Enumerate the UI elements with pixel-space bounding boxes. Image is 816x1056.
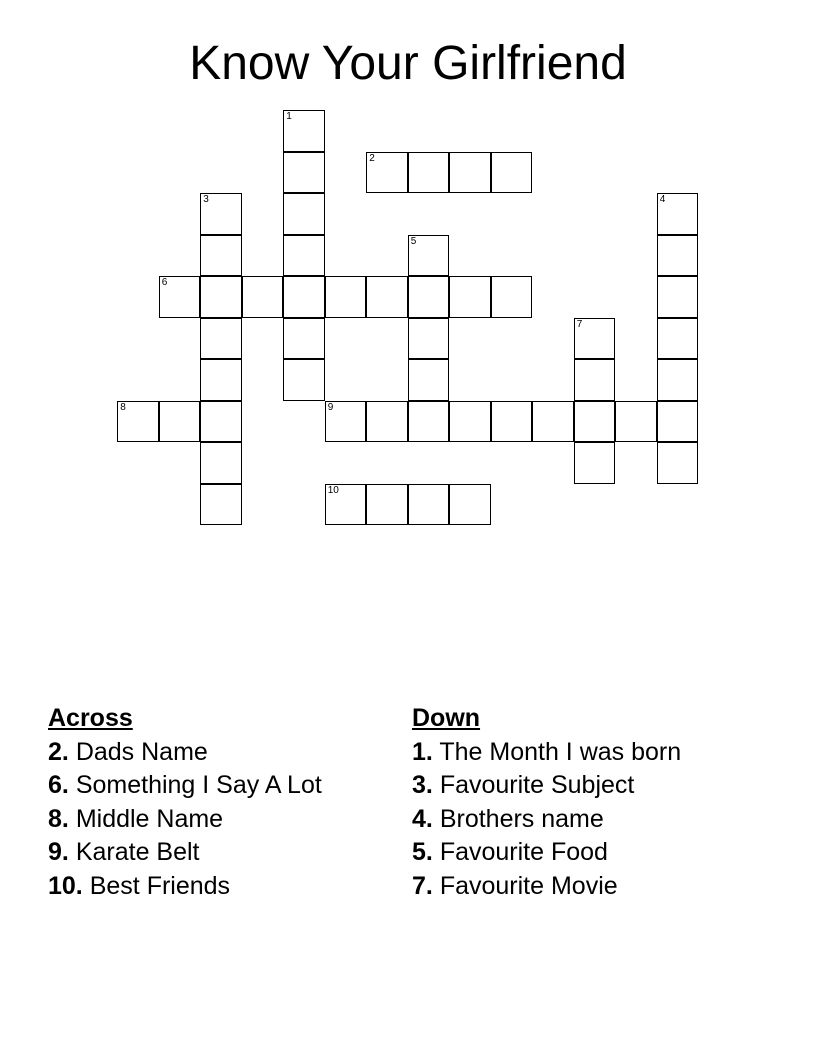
across-clue [48, 769, 322, 803]
grid-cell[interactable] [408, 401, 450, 443]
clue-number: 7 [576, 318, 583, 330]
across-clues [48, 702, 322, 903]
grid-cell[interactable] [657, 235, 699, 277]
grid-cell[interactable] [159, 401, 201, 443]
grid-cell[interactable] [657, 359, 699, 401]
clue-text: Favourite Movie [439, 871, 618, 900]
grid-cell[interactable] [242, 276, 284, 318]
grid-cell[interactable] [200, 193, 242, 235]
puzzle-title: Know Your Girlfriend [189, 37, 627, 90]
clue-number: 8. [48, 804, 69, 833]
grid-cell[interactable] [159, 276, 201, 318]
grid-cell[interactable] [491, 401, 533, 443]
grid-cell[interactable] [200, 401, 242, 443]
grid-cell[interactable] [200, 442, 242, 484]
down-clue [412, 803, 681, 837]
clue-number: 3. [412, 771, 433, 799]
grid-cell[interactable] [283, 152, 325, 194]
clue-number: 4 [659, 194, 666, 206]
down-clue [412, 736, 681, 770]
grid-cell[interactable] [366, 401, 408, 443]
grid-cell[interactable] [408, 484, 450, 526]
grid-cell[interactable] [408, 276, 450, 318]
grid-cell[interactable] [491, 276, 533, 318]
grid-cell[interactable] [408, 359, 450, 401]
grid-cell[interactable] [283, 276, 325, 318]
clue-number: 5. [412, 838, 433, 866]
clue-number: 4. [412, 804, 433, 833]
clue-number: 1 [286, 111, 292, 123]
clue-number: 5 [410, 235, 417, 247]
grid-cell[interactable] [325, 401, 367, 443]
clue-text: Favourite Subject [439, 771, 635, 799]
grid-cell[interactable] [283, 110, 325, 152]
clue-number: 9. [48, 838, 69, 866]
clue-text: Something I Say A Lot [75, 771, 322, 799]
clue-number: 1. [412, 737, 433, 766]
clue-number: 7. [412, 871, 433, 900]
clue-number: 2 [369, 152, 375, 164]
grid-cell[interactable] [200, 276, 242, 318]
grid-cell[interactable] [283, 318, 325, 360]
grid-cell[interactable] [408, 318, 450, 360]
grid-cell[interactable] [283, 193, 325, 235]
down-clue [412, 769, 681, 803]
grid-cell[interactable] [408, 152, 450, 194]
grid-cell[interactable] [657, 276, 699, 318]
grid-cell[interactable] [657, 193, 699, 235]
grid-cell[interactable] [532, 401, 574, 443]
grid-cell[interactable] [366, 152, 408, 194]
grid-cell[interactable] [325, 276, 367, 318]
grid-cell[interactable] [574, 318, 616, 360]
clue-text: Brothers name [439, 804, 604, 833]
grid-cell[interactable] [117, 401, 159, 443]
across-clue [48, 736, 322, 770]
across-clue [48, 870, 322, 904]
across-clue [48, 836, 322, 870]
down-clues [412, 702, 681, 903]
across-heading: Across [48, 704, 133, 732]
grid-cell[interactable] [574, 359, 616, 401]
grid-cell[interactable] [491, 152, 533, 194]
clue-text: The Month I was born [439, 737, 682, 766]
grid-cell[interactable] [200, 318, 242, 360]
clue-number: 6. [48, 771, 69, 799]
clue-text: Middle Name [75, 804, 224, 833]
clue-number: 9 [327, 401, 334, 413]
grid-cell[interactable] [574, 442, 616, 484]
grid-cell[interactable] [657, 318, 699, 360]
across-clue [48, 803, 322, 837]
down-heading: Down [412, 704, 481, 732]
clue-number: 10. [48, 871, 83, 900]
grid-cell[interactable] [366, 484, 408, 526]
grid-cell[interactable] [449, 484, 491, 526]
grid-cell[interactable] [657, 442, 699, 484]
grid-cell[interactable] [200, 235, 242, 277]
grid-cell[interactable] [200, 484, 242, 526]
down-clue [412, 836, 681, 870]
clue-text: Best Friends [89, 871, 231, 900]
grid-cell[interactable] [200, 359, 242, 401]
clue-text: Favourite Food [439, 838, 608, 866]
grid-cell[interactable] [283, 359, 325, 401]
clue-number: 6 [161, 277, 168, 289]
grid-cell[interactable] [325, 484, 367, 526]
clue-text: Dads Name [75, 737, 208, 766]
grid-cell[interactable] [283, 235, 325, 277]
grid-cell[interactable] [366, 276, 408, 318]
grid-cell[interactable] [449, 276, 491, 318]
clue-number: 8 [120, 401, 126, 413]
grid-cell[interactable] [449, 401, 491, 443]
clue-text: Karate Belt [75, 838, 200, 866]
clue-number: 2. [48, 737, 69, 766]
grid-cell[interactable] [449, 152, 491, 194]
grid-cell[interactable] [615, 401, 657, 443]
down-clue [412, 870, 681, 904]
grid-cell[interactable] [574, 401, 616, 443]
grid-cell[interactable] [408, 235, 450, 277]
clue-number: 10 [327, 484, 339, 496]
clue-number: 3 [203, 194, 209, 206]
grid-cell[interactable] [657, 401, 699, 443]
